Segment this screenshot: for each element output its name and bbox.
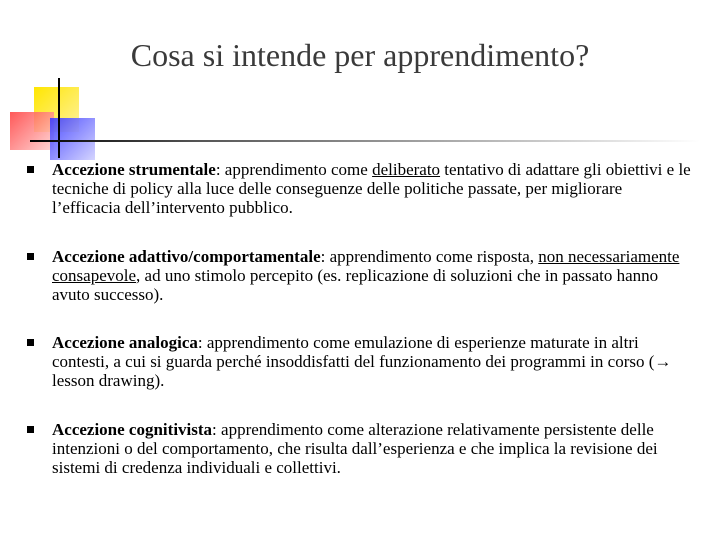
list-item-analogica	[52, 333, 692, 390]
slide-title: Cosa si intende per apprendimento?	[130, 37, 590, 73]
square-bullet-icon	[27, 253, 34, 260]
square-bullet-icon	[27, 166, 34, 173]
square-bullet-icon	[27, 339, 34, 346]
list-item-cognitivista	[52, 420, 692, 477]
square-bullet-icon	[27, 426, 34, 433]
item-text: : apprendimento come alterazione relativamente persistente delle intenzioni o del comportamento, che risulta dall’esperienza e che implica la revisione dei sistemi di credenza individuali e collettivi.	[52, 420, 658, 477]
item-term: Accezione strumentale	[52, 160, 216, 179]
horizontal-rule	[30, 140, 700, 142]
list-item-strumentale	[52, 160, 692, 217]
item-underlined-text: non necessariamente consapevole	[52, 247, 680, 285]
title-decoration	[0, 0, 720, 160]
item-text-rest: , ad uno stimolo percepito (es. replicazione di soluzioni che in passato hanno avuto successo).	[52, 266, 659, 304]
item-text-rest: tentativo di adattare gli obiettivi e le tecniche di policy alla luce delle conseguenze delle politiche passate, per migliorare l’efficacia dell’intervento pubblico.	[52, 160, 691, 217]
item-text: : apprendimento come risposta,	[320, 247, 539, 266]
item-term: Accezione cognitivista	[52, 420, 213, 439]
item-term: Accezione adattivo/comportamentale	[52, 247, 321, 266]
red-square	[10, 112, 54, 150]
item-text-rest: → lesson drawing).	[52, 352, 672, 390]
item-text: : apprendimento come	[215, 160, 373, 179]
blue-square	[50, 118, 95, 160]
item-underlined-text: deliberato	[372, 160, 441, 179]
item-text: : apprendimento come emulazione di esperienze maturate in altri contesti, a cui si guarda perché insoddisfatti del funzionamento dei programmi in corso (	[52, 333, 655, 371]
list-item-adattivo	[52, 247, 692, 304]
item-term: Accezione analogica	[52, 333, 198, 352]
vertical-rule	[58, 78, 60, 158]
